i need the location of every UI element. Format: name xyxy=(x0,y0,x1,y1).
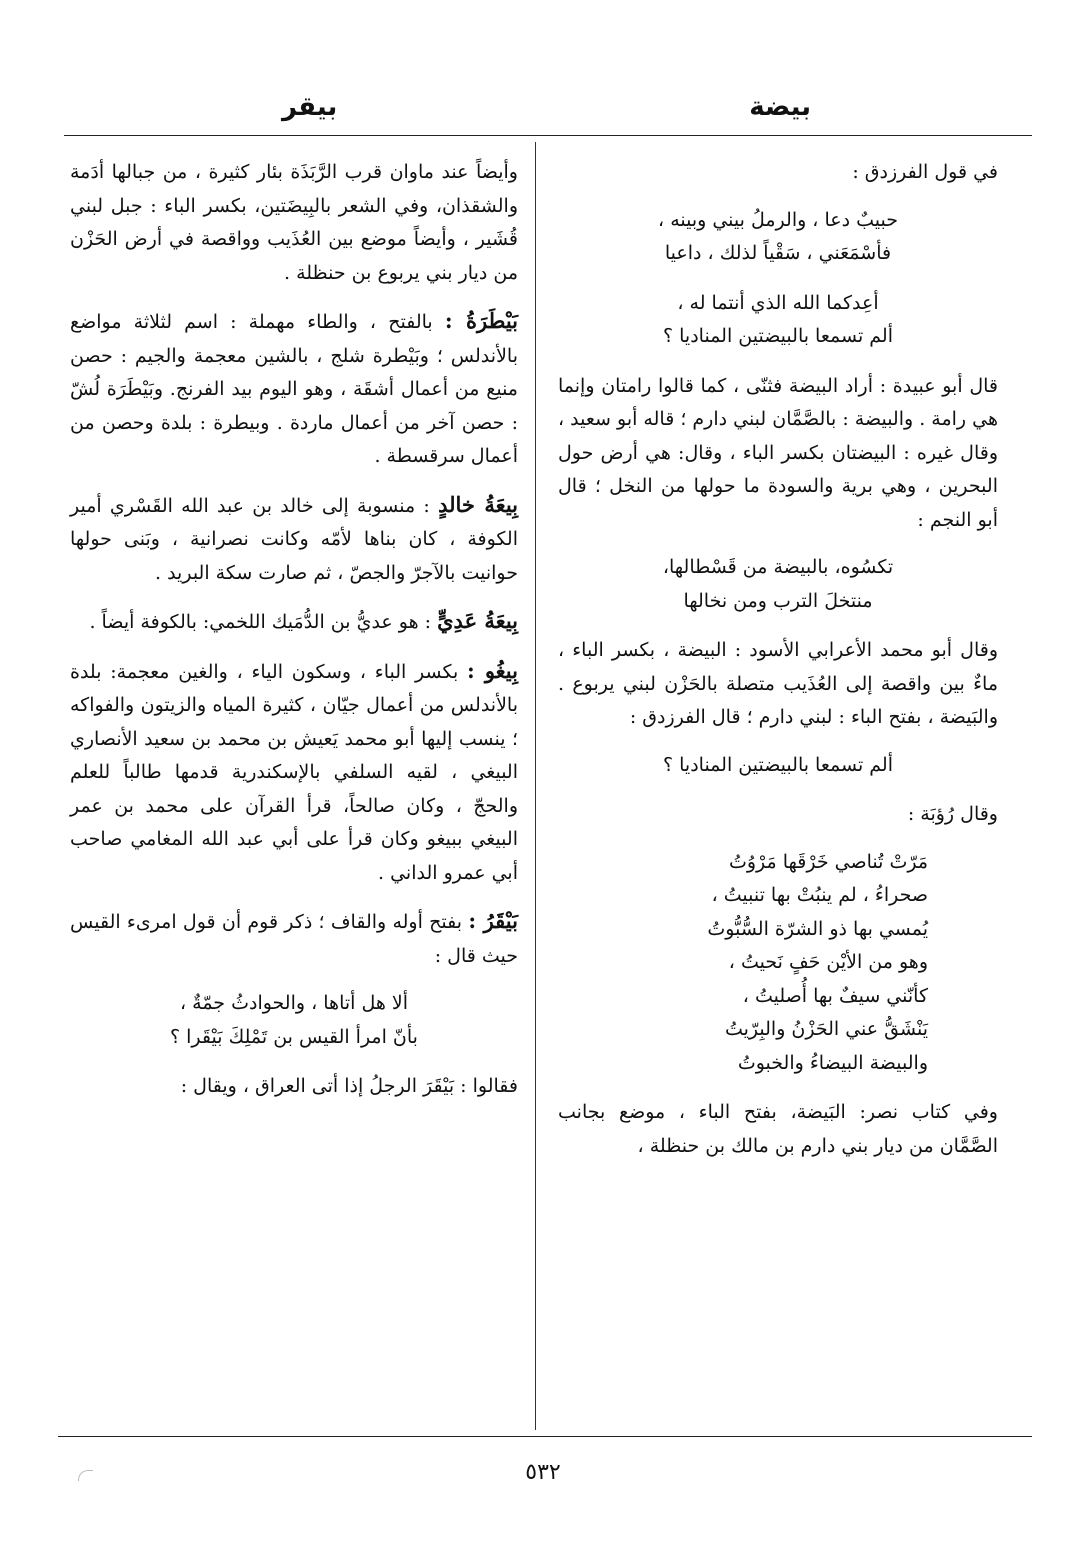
verse-line: تكسُوه، بالبيضة من قَسْطالها، xyxy=(662,556,894,578)
paragraph-abu-ubayda: قال أبو عبيدة : أراد البيضة فثنّى ، كما قالوا رامتان وإنما هي رامة . والبيضة : بالصَّمَّان لبني دارم ؛ قاله أبو سعيد ، وقال غيره : البيضتان بكسر الباء ، وقال: هي أرض حول البحرين ، وهي برية والسودة ما حولها من النخل ؛ قال أبو النجم : xyxy=(558,374,998,531)
entry-text: بفتح أوله والقاف ؛ ذكر قوم أن قول امرىء القيس حيث قال : xyxy=(70,911,518,967)
verse-line: يَنْشَقُّ عني الحَزْنُ والبِرّيتُ xyxy=(724,1018,928,1040)
entry-baytara xyxy=(70,304,518,474)
verse-farazdaq-1 xyxy=(558,204,998,271)
verse-ruba xyxy=(558,846,998,1081)
verse-imru-al-qays xyxy=(70,987,518,1054)
entry-text: : هو عديُّ بن الدُّمَيك اللخمي: بالكوفة أيضاً . xyxy=(89,611,438,633)
entry-bayqar xyxy=(70,904,518,973)
entry-headword: بَيْطَرَةُ : xyxy=(444,308,519,333)
paragraph-closing: فقالوا : بَيْقَرَ الرجلُ إذا أتى العراق ، ويقال : xyxy=(180,1075,518,1097)
verse-line: بأنّ امرأ القيس بن تَمْلِكَ بَيْقَرا ؟ xyxy=(170,1025,418,1048)
right-running-header: بيضة xyxy=(749,92,811,122)
right-column xyxy=(558,156,998,1177)
scan-mark xyxy=(78,1470,93,1481)
entry-headword: بِيغُو : xyxy=(467,657,518,683)
entry-biat-adi xyxy=(70,604,518,640)
verse-line: والبيضة البيضاءُ والخبوتُ xyxy=(737,1051,928,1074)
verse-line: ألا هل أتاها ، والحوادثُ جمّةٌ ، xyxy=(179,992,409,1014)
verse-farazdaq-2 xyxy=(558,287,998,354)
verse-line: حبيبٌ دعا ، والرملُ بيني وبينه ، xyxy=(658,208,898,231)
left-running-header: بيقر xyxy=(282,92,338,122)
header-rule xyxy=(64,135,1032,136)
verse-line: وهو من الأيْن حَفٍ نَحيتُ ، xyxy=(728,951,928,973)
paragraph-nasr: وفي كتاب نصر: البَيضة، بفتح الباء ، موضع بجانب الصَّمَّان من ديار بني دارم بن مالك بن حنظلة ، xyxy=(558,1101,998,1157)
entry-headword: بِيعَةُ خالدٍ xyxy=(438,491,518,517)
footer-rule xyxy=(58,1436,1032,1437)
page-number: ٥٣٢ xyxy=(525,1460,561,1485)
verse-abu-najm xyxy=(558,551,998,618)
entry-text: بالفتح ، والطاء مهملة : اسم لثلاثة مواضع بالأندلس ؛ وبَيْطرة شلج ، بالشين معجمة والجيم : حصن منيع من أعمال أشقَة ، وهو اليوم بيد الفرنج. وبَيْطَرَة لُشّ : حصن آخر من أعمال ماردة . وبيطرة : بلدة وحصن من أعمال سرقسطة . xyxy=(70,311,518,467)
entry-biat-khalid xyxy=(70,488,518,591)
column-separator xyxy=(535,142,536,1430)
entry-bighu xyxy=(70,654,518,891)
verse-line: كأنّني سيفٌ بها أُصليتُ ، xyxy=(742,984,928,1007)
verse-line: يُمسي بها ذو الشرّة السُّبُّوتُ xyxy=(707,917,928,940)
entry-headword: بَيْقَرُ : xyxy=(468,908,518,933)
paragraph-continuation: وأيضاً عند ماوان قرب الرَّبَذَة بئار كثيرة ، من جبالها أدَمة والشقذان، وفي الشعر بالبِيضَتين، بكسر الباء : جبل لبني قُشَير ، وأيضاً موضع بين العُذَيب وواقصة في أرض الحَزْن من ديار بني يربوع بن حنظلة . xyxy=(70,161,518,284)
verse-line: صحراءُ ، لم ينبُتْ بها تنبيتُ ، xyxy=(711,884,928,906)
verse-line: منتخلَ الترب ومن نخالها xyxy=(683,589,873,612)
entry-text: بكسر الباء ، وسكون الياء ، والغين معجمة: بلدة بالأندلس من أعمال جيّان ، كثيرة المياه والزيتون والفواكه ؛ ينسب إليها أبو محمد يَعيش بن محمد بن سعيد الأنصاري البيغي ، لقيه السلفي بالإسكندرية قدمها طالباً للعلم والحجّ ، وكان صالحاً، قرأ القرآن على محمد بن عمر البيغي ببيغو وكان قرأ على أبي عبد الله المغامي صاحب أبي عمرو الداني . xyxy=(70,660,518,884)
verse-line: ألم تسمعا بالبيضتين المناديا ؟ xyxy=(663,325,893,347)
paragraph-abu-muhammad: وقال أبو محمد الأعرابي الأسود : البيضة ، بكسر الباء ، ماءٌ بين واقصة إلى العُذَيب متصلة بالحَزْن لبني يربوع . والبَيضة ، بفتح الباء : لبني دارم ؛ قال الفرزدق : xyxy=(558,639,998,728)
verse-line: ألم تسمعا بالبيضتين المناديا ؟ xyxy=(663,753,893,776)
paragraph-ruba: وقال رُؤبَة : xyxy=(907,803,998,825)
verse-line: فأسْمَعَني ، سَقْياً لذلك ، داعيا xyxy=(664,242,892,264)
verse-line: مَرّتْ تُناصي خَرْقَها مَرْوُتُ xyxy=(728,850,928,873)
verse-line: أعِدكما الله الذي أنتما له ، xyxy=(677,291,879,314)
verse-farazdaq-3 xyxy=(558,749,998,783)
left-column xyxy=(70,156,518,1118)
entry-text: : منسوبة إلى خالد بن عبد الله القَسْري أمير الكوفة ، كان بناها لأمّه وكانت نصرانية ، وبَنى حولها حوانيت بالآجرّ والجصّ ، ثم صارت سكة البريد . xyxy=(70,494,518,584)
entry-headword: بِيعَةُ عَدِيٍّ xyxy=(437,608,518,633)
intro-line: في قول الفرزدق : xyxy=(852,161,998,183)
